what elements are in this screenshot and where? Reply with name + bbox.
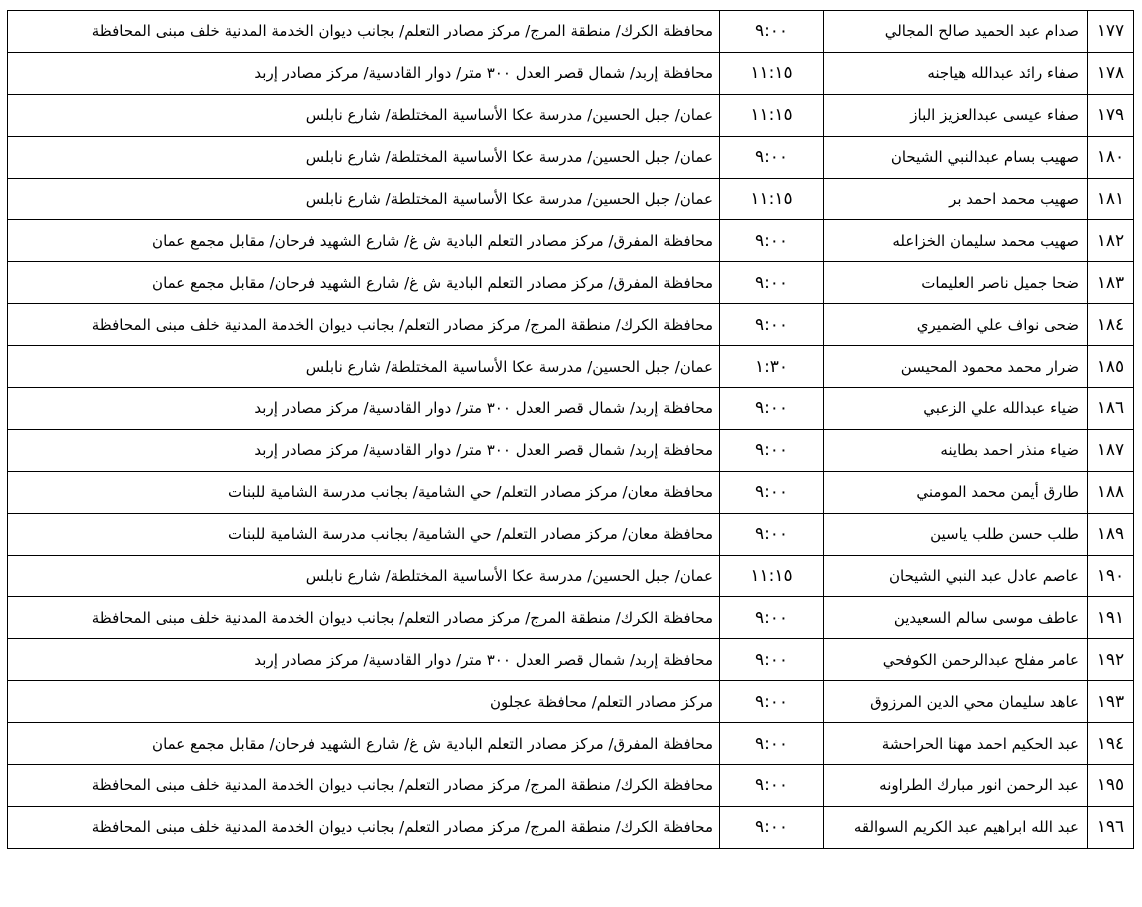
table-row xyxy=(8,597,1134,639)
row-time-cell: ٩:٠٠ xyxy=(720,304,824,346)
row-name-cell: طلب حسن طلب ياسين xyxy=(824,513,1088,555)
row-name-cell: ضرار محمد محمود المحيسن xyxy=(824,346,1088,388)
row-time-cell: ٩:٠٠ xyxy=(720,806,824,848)
row-time-cell: ١١:١٥ xyxy=(720,52,824,94)
row-location-cell: محافظة المفرق/ مركز مصادر التعلم البادية ش غ/ شارع الشهيد فرحان/ مقابل مجمع عمان xyxy=(8,262,720,304)
row-time-cell: ٩:٠٠ xyxy=(720,220,824,262)
row-location-cell: محافظة الكرك/ منطقة المرج/ مركز مصادر التعلم/ بجانب ديوان الخدمة المدنية خلف مبنى المحافظة xyxy=(8,806,720,848)
row-location-cell: عمان/ جبل الحسين/ مدرسة عكا الأساسية المختلطة/ شارع نابلس xyxy=(8,555,720,597)
table-row xyxy=(8,429,1134,471)
row-time-cell: ٩:٠٠ xyxy=(720,681,824,723)
row-location-cell: محافظة معان/ مركز مصادر التعلم/ حي الشامية/ بجانب مدرسة الشامية للبنات xyxy=(8,471,720,513)
row-location-cell: محافظة الكرك/ منطقة المرج/ مركز مصادر التعلم/ بجانب ديوان الخدمة المدنية خلف مبنى المحافظة xyxy=(8,304,720,346)
table-row xyxy=(8,471,1134,513)
row-number-cell: ١٨١ xyxy=(1088,178,1134,220)
table-row xyxy=(8,388,1134,430)
table-row xyxy=(8,11,1134,53)
row-name-cell: صفاء رائد عبدالله هياجنه xyxy=(824,52,1088,94)
row-number-cell: ١٩٣ xyxy=(1088,681,1134,723)
row-number-cell: ١٩٠ xyxy=(1088,555,1134,597)
row-name-cell: صهيب بسام عبدالنبي الشيحان xyxy=(824,136,1088,178)
row-time-cell: ٩:٠٠ xyxy=(720,765,824,807)
row-name-cell: صهيب محمد احمد بر xyxy=(824,178,1088,220)
row-number-cell: ١٨٦ xyxy=(1088,388,1134,430)
row-location-cell: محافظة الكرك/ منطقة المرج/ مركز مصادر التعلم/ بجانب ديوان الخدمة المدنية خلف مبنى المحافظة xyxy=(8,11,720,53)
row-name-cell: عامر مفلح عبدالرحمن الكوفحي xyxy=(824,639,1088,681)
table-row xyxy=(8,220,1134,262)
row-number-cell: ١٨٣ xyxy=(1088,262,1134,304)
row-number-cell: ١٩١ xyxy=(1088,597,1134,639)
row-number-cell: ١٨٠ xyxy=(1088,136,1134,178)
row-name-cell: عاصم عادل عبد النبي الشيحان xyxy=(824,555,1088,597)
table-row xyxy=(8,723,1134,765)
row-time-cell: ٩:٠٠ xyxy=(720,388,824,430)
row-name-cell: عبد الرحمن انور مبارك الطراونه xyxy=(824,765,1088,807)
row-location-cell: محافظة إربد/ شمال قصر العدل ٣٠٠ متر/ دوار القادسية/ مركز مصادر إربد xyxy=(8,429,720,471)
table-row xyxy=(8,94,1134,136)
row-number-cell: ١٨٩ xyxy=(1088,513,1134,555)
row-name-cell: صفاء عيسى عبدالعزيز الباز xyxy=(824,94,1088,136)
table-row xyxy=(8,304,1134,346)
row-location-cell: عمان/ جبل الحسين/ مدرسة عكا الأساسية المختلطة/ شارع نابلس xyxy=(8,178,720,220)
row-name-cell: عاهد سليمان محي الدين المرزوق xyxy=(824,681,1088,723)
row-time-cell: ١١:١٥ xyxy=(720,555,824,597)
row-name-cell: ضياء منذر احمد بطاينه xyxy=(824,429,1088,471)
table-body xyxy=(8,11,1134,849)
row-number-cell: ١٧٩ xyxy=(1088,94,1134,136)
row-location-cell: مركز مصادر التعلم/ محافظة عجلون xyxy=(8,681,720,723)
row-location-cell: محافظة إربد/ شمال قصر العدل ٣٠٠ متر/ دوار القادسية/ مركز مصادر إربد xyxy=(8,388,720,430)
row-location-cell: محافظة إربد/ شمال قصر العدل ٣٠٠ متر/ دوار القادسية/ مركز مصادر إربد xyxy=(8,52,720,94)
row-time-cell: ٩:٠٠ xyxy=(720,597,824,639)
table-row xyxy=(8,262,1134,304)
table-row xyxy=(8,136,1134,178)
row-name-cell: طارق أيمن محمد المومني xyxy=(824,471,1088,513)
row-number-cell: ١٨٥ xyxy=(1088,346,1134,388)
row-number-cell: ١٨٧ xyxy=(1088,429,1134,471)
row-name-cell: ضحى نواف علي الضميري xyxy=(824,304,1088,346)
row-time-cell: ٩:٠٠ xyxy=(720,639,824,681)
schedule-table xyxy=(7,10,1134,849)
row-location-cell: محافظة المفرق/ مركز مصادر التعلم البادية ش غ/ شارع الشهيد فرحان/ مقابل مجمع عمان xyxy=(8,723,720,765)
row-number-cell: ١٧٧ xyxy=(1088,11,1134,53)
table-row xyxy=(8,681,1134,723)
row-name-cell: عاطف موسى سالم السعيدين xyxy=(824,597,1088,639)
row-number-cell: ١٧٨ xyxy=(1088,52,1134,94)
row-time-cell: ٩:٠٠ xyxy=(720,723,824,765)
row-time-cell: ١:٣٠ xyxy=(720,346,824,388)
row-location-cell: محافظة المفرق/ مركز مصادر التعلم البادية ش غ/ شارع الشهيد فرحان/ مقابل مجمع عمان xyxy=(8,220,720,262)
row-name-cell: صهيب محمد سليمان الخزاعله xyxy=(824,220,1088,262)
row-location-cell: محافظة معان/ مركز مصادر التعلم/ حي الشامية/ بجانب مدرسة الشامية للبنات xyxy=(8,513,720,555)
table-row xyxy=(8,639,1134,681)
row-location-cell: محافظة إربد/ شمال قصر العدل ٣٠٠ متر/ دوار القادسية/ مركز مصادر إربد xyxy=(8,639,720,681)
row-time-cell: ٩:٠٠ xyxy=(720,136,824,178)
row-number-cell: ١٩٥ xyxy=(1088,765,1134,807)
table-row xyxy=(8,178,1134,220)
row-location-cell: محافظة الكرك/ منطقة المرج/ مركز مصادر التعلم/ بجانب ديوان الخدمة المدنية خلف مبنى المحافظة xyxy=(8,597,720,639)
row-time-cell: ٩:٠٠ xyxy=(720,429,824,471)
row-number-cell: ١٩٤ xyxy=(1088,723,1134,765)
row-time-cell: ١١:١٥ xyxy=(720,178,824,220)
row-number-cell: ١٩٢ xyxy=(1088,639,1134,681)
table-row xyxy=(8,555,1134,597)
row-name-cell: ضحا جميل ناصر العليمات xyxy=(824,262,1088,304)
row-time-cell: ٩:٠٠ xyxy=(720,11,824,53)
row-number-cell: ١٨٤ xyxy=(1088,304,1134,346)
row-time-cell: ٩:٠٠ xyxy=(720,471,824,513)
table-row xyxy=(8,513,1134,555)
row-number-cell: ١٨٨ xyxy=(1088,471,1134,513)
table-row xyxy=(8,52,1134,94)
table-row xyxy=(8,346,1134,388)
row-location-cell: محافظة الكرك/ منطقة المرج/ مركز مصادر التعلم/ بجانب ديوان الخدمة المدنية خلف مبنى المحافظة xyxy=(8,765,720,807)
row-name-cell: عبد الحكيم احمد مهنا الحراحشة xyxy=(824,723,1088,765)
table-row xyxy=(8,806,1134,848)
table-row xyxy=(8,765,1134,807)
row-location-cell: عمان/ جبل الحسين/ مدرسة عكا الأساسية المختلطة/ شارع نابلس xyxy=(8,346,720,388)
row-time-cell: ٩:٠٠ xyxy=(720,513,824,555)
row-name-cell: ضياء عبدالله علي الزعبي xyxy=(824,388,1088,430)
row-number-cell: ١٨٢ xyxy=(1088,220,1134,262)
row-name-cell: صدام عبد الحميد صالح المجالي xyxy=(824,11,1088,53)
row-location-cell: عمان/ جبل الحسين/ مدرسة عكا الأساسية المختلطة/ شارع نابلس xyxy=(8,136,720,178)
row-name-cell: عبد الله ابراهيم عبد الكريم السوالقه xyxy=(824,806,1088,848)
row-time-cell: ٩:٠٠ xyxy=(720,262,824,304)
row-location-cell: عمان/ جبل الحسين/ مدرسة عكا الأساسية المختلطة/ شارع نابلس xyxy=(8,94,720,136)
row-number-cell: ١٩٦ xyxy=(1088,806,1134,848)
row-time-cell: ١١:١٥ xyxy=(720,94,824,136)
